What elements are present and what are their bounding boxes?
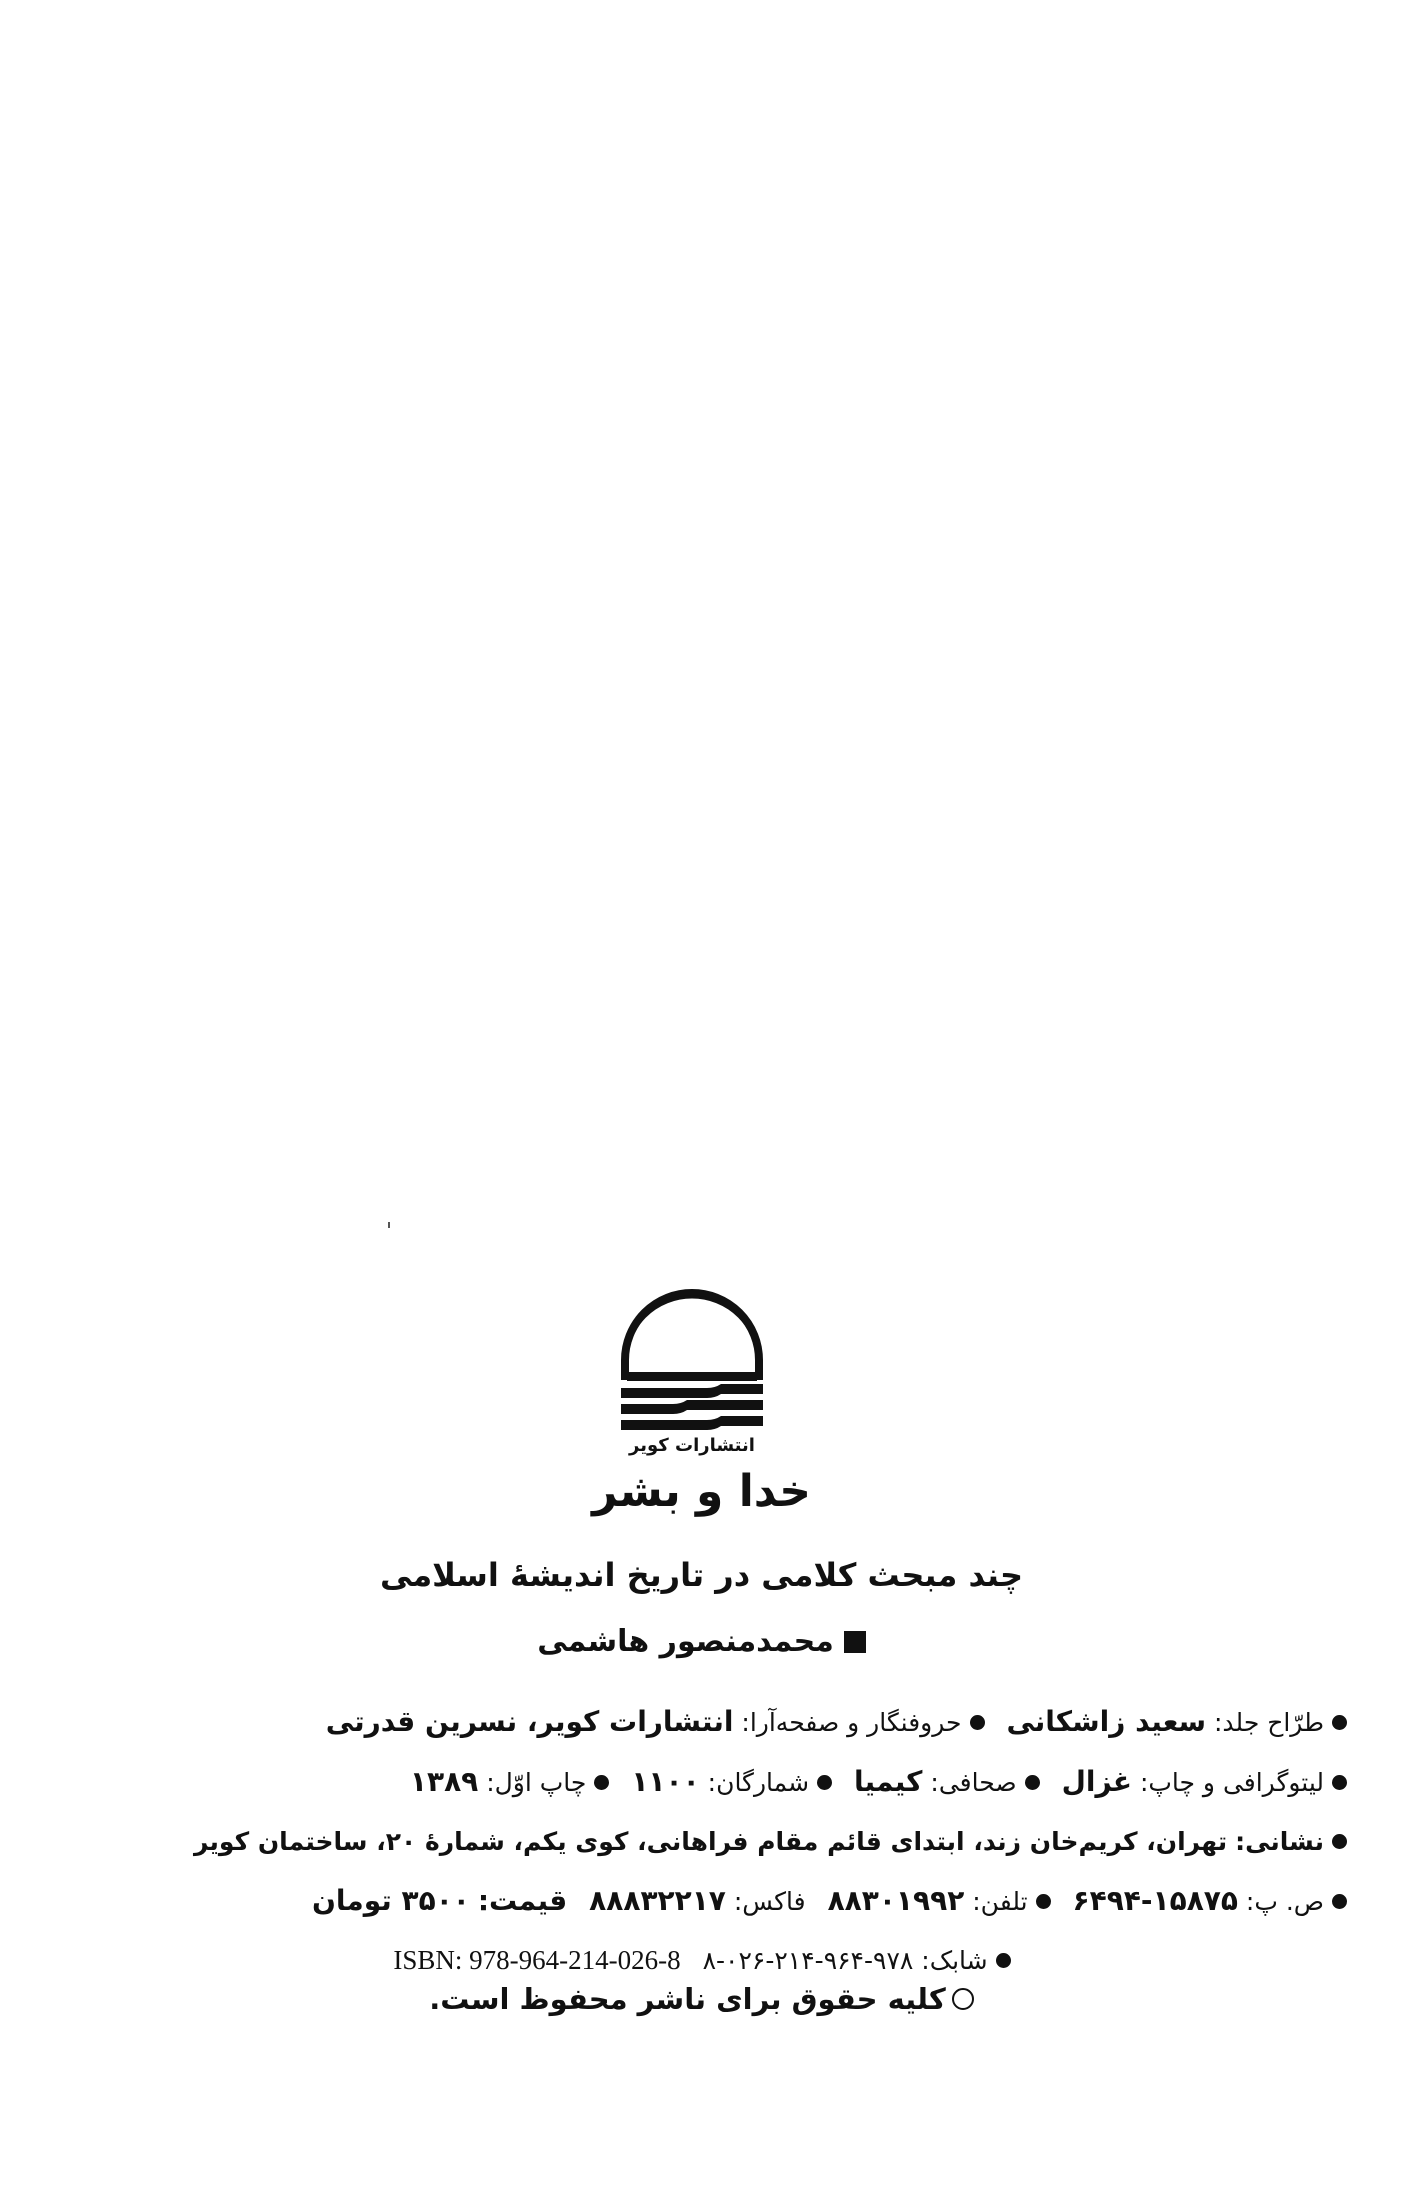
copies-label: شمارگان: xyxy=(707,1768,810,1797)
shabak-label: شابک: xyxy=(921,1946,988,1975)
bullet-icon xyxy=(817,1775,832,1790)
bullet-icon xyxy=(594,1775,609,1790)
rights-text: کلیه حقوق برای ناشر محفوظ است. xyxy=(429,1982,946,2016)
book-subtitle: چند مبحث کلامی در تاریخ اندیشهٔ اسلامی xyxy=(379,1556,1024,1594)
bullet-icon xyxy=(1332,1834,1347,1849)
publisher-logo xyxy=(617,1288,767,1456)
fax-value: ۸۸۸۳۲۲۱۷ xyxy=(589,1884,726,1917)
bullet-icon xyxy=(996,1953,1011,1968)
credits-row-design xyxy=(57,1692,1347,1752)
credits-block xyxy=(57,1692,1347,1990)
print-speck xyxy=(388,1222,390,1228)
edition-label: چاپ اوّل: xyxy=(486,1768,587,1797)
pobox-value: ۱۵۸۷۵-۶۴۹۴ xyxy=(1072,1884,1238,1917)
book-title: خدا و بشر xyxy=(592,1466,811,1517)
pobox-label: ص. پ: xyxy=(1245,1887,1324,1916)
square-bullet-icon xyxy=(844,1631,866,1653)
bullet-icon xyxy=(1025,1775,1040,1790)
author-name: محمدمنصور هاشمی xyxy=(537,1624,834,1659)
litho-value: غزال xyxy=(1061,1765,1132,1798)
phone-label: تلفن: xyxy=(972,1887,1028,1916)
credits-row-print xyxy=(57,1752,1347,1812)
circle-bullet-icon xyxy=(952,1988,974,2010)
litho-label: لیتوگرافی و چاپ: xyxy=(1139,1768,1324,1797)
copies-value: ۱۱۰۰ xyxy=(631,1765,700,1798)
rights-notice xyxy=(0,1982,1403,2016)
shabak-value: ۹۷۸-۹۶۴-۲۱۴-۰۲۶-۸ xyxy=(702,1946,914,1975)
author-line xyxy=(0,1624,1403,1659)
cover-designer-value: سعید زاشکانی xyxy=(1006,1705,1207,1738)
cover-designer-label: طرّاح جلد: xyxy=(1214,1708,1324,1737)
bullet-icon xyxy=(1332,1715,1347,1730)
credits-row-address xyxy=(57,1812,1347,1871)
phone-value: ۸۸۳۰۱۹۹۲ xyxy=(827,1884,965,1917)
bullet-icon xyxy=(1332,1775,1347,1790)
logo-text: انتشارات کویر xyxy=(629,1435,755,1456)
binding-value: کیمیا xyxy=(854,1765,923,1798)
bullet-icon xyxy=(970,1715,985,1730)
price-label: قیمت: xyxy=(477,1884,568,1917)
edition-value: ۱۳۸۹ xyxy=(409,1765,479,1798)
binding-label: صحافی: xyxy=(930,1768,1017,1797)
price-value: ۳۵۰۰ تومان xyxy=(311,1884,470,1917)
credits-row-contact xyxy=(57,1871,1347,1931)
typesetting-value: انتشارات کویر، نسرین قدرتی xyxy=(325,1705,734,1738)
isbn-value: ISBN: 978-964-214-026-8 xyxy=(393,1945,681,1975)
address-label: نشانی: xyxy=(1235,1827,1324,1856)
fax-label: فاکس: xyxy=(733,1887,806,1916)
address-value: تهران، کریم‌خان زند، ابتدای قائم مقام فراهانی، کوی یکم، شمارهٔ ۲۰، ساختمان کویر xyxy=(193,1827,1228,1856)
bullet-icon xyxy=(1332,1894,1347,1909)
typesetting-label: حروفنگار و صفحه‌آرا: xyxy=(741,1708,962,1737)
bullet-icon xyxy=(1036,1894,1051,1909)
